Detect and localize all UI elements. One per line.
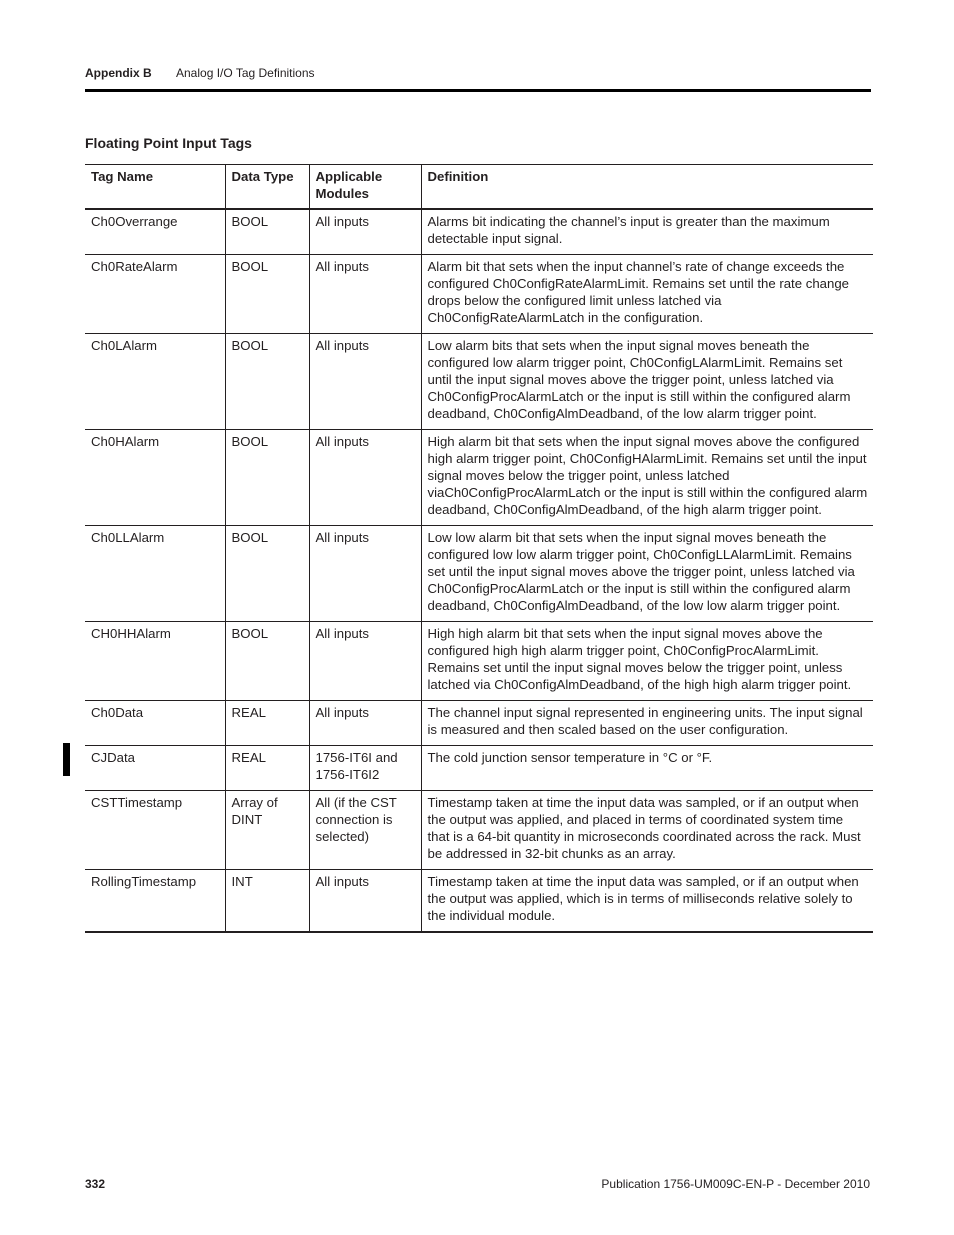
cell-definition: The channel input signal represented in engineering units. The input signal is measured and then scaled based on the user configuration. — [421, 701, 873, 746]
cell-definition: Low alarm bits that sets when the input signal moves beneath the configured low alarm trigger point, Ch0ConfigLAlarmLimit. Remains set until the input signal moves above the trigger point, unless latched via Ch0ConfigProcAlarmLatch or the input is still within the configured alarm deadband, Ch0ConfigAlmDeadband, of the low alarm trigger point. — [421, 334, 873, 430]
publication-info: Publication 1756-UM009C-EN-P - December 2010 — [601, 1177, 870, 1191]
table-row — [85, 430, 873, 526]
cell-data-type: REAL — [225, 701, 309, 746]
page-number: 332 — [85, 1177, 106, 1191]
cell-data-type: BOOL — [225, 430, 309, 526]
cell-data-type: INT — [225, 870, 309, 933]
cell-definition: High high alarm bit that sets when the input signal moves above the configured high high alarm trigger point, Ch0ConfigProcAlarmLimit. Remains set until the input signal moves below the trigger point, unless latched via Ch0ConfigAlmDeadband, of the high high alarm trigger point. — [421, 622, 873, 701]
cell-applicable-modules: All inputs — [309, 334, 421, 430]
appendix-edge-marker — [63, 743, 70, 776]
cell-applicable-modules: 1756-IT6I and 1756-IT6I2 — [309, 746, 421, 791]
cell-definition: Timestamp taken at time the input data was sampled, or if an output when the output was applied, and placed in terms of coordinated system time that is a 64-bit quantity in microseconds coordinated across the rack. Must be addressed in 32-bit chunks as an array. — [421, 791, 873, 870]
cell-applicable-modules: All inputs — [309, 870, 421, 933]
table-row — [85, 255, 873, 334]
cell-data-type: BOOL — [225, 526, 309, 622]
cell-definition: High alarm bit that sets when the input signal moves above the configured high alarm trigger point, Ch0ConfigHAlarmLimit. Remains set until the input signal moves below the trigger point, unless latched viaCh0ConfigProcAlarmLatch or the input is still within the configured alarm deadband, Ch0ConfigAlmDeadband, of the high alarm trigger point. — [421, 430, 873, 526]
cell-definition: Timestamp taken at time the input data was sampled, or if an output when the output was applied, which is in terms of milliseconds relative solely to the individual module. — [421, 870, 873, 933]
cell-tag-name: RollingTimestamp — [85, 870, 225, 933]
cell-applicable-modules: All inputs — [309, 701, 421, 746]
cell-tag-name: CSTTimestamp — [85, 791, 225, 870]
cell-applicable-modules: All inputs — [309, 526, 421, 622]
cell-data-type: REAL — [225, 746, 309, 791]
table-row — [85, 870, 873, 933]
table-row — [85, 526, 873, 622]
cell-applicable-modules: All inputs — [309, 430, 421, 526]
cell-applicable-modules: All inputs — [309, 209, 421, 255]
cell-data-type: BOOL — [225, 622, 309, 701]
cell-tag-name: Ch0LLAlarm — [85, 526, 225, 622]
table-row — [85, 622, 873, 701]
table-row — [85, 791, 873, 870]
appendix-label: Appendix B — [85, 66, 152, 80]
cell-tag-name: Ch0RateAlarm — [85, 255, 225, 334]
cell-applicable-modules: All inputs — [309, 622, 421, 701]
table-title: Floating Point Input Tags — [85, 135, 252, 151]
cell-data-type: BOOL — [225, 334, 309, 430]
table-header-row — [85, 165, 873, 210]
cell-tag-name: CH0HHAlarm — [85, 622, 225, 701]
cell-tag-name: Ch0HAlarm — [85, 430, 225, 526]
cell-tag-name: Ch0LAlarm — [85, 334, 225, 430]
cell-definition: Alarm bit that sets when the input channel’s rate of change exceeds the configured Ch0ConfigRateAlarmLimit. Remains set until the rate change drops below the configured limit unless latched via Ch0ConfigRateAlarmLatch in the configuration. — [421, 255, 873, 334]
cell-tag-name: CJData — [85, 746, 225, 791]
cell-definition: Alarms bit indicating the channel’s input is greater than the maximum detectable input signal. — [421, 209, 873, 255]
table-row — [85, 746, 873, 791]
floating-point-input-tags-table — [85, 164, 873, 933]
cell-definition: Low low alarm bit that sets when the input signal moves beneath the configured low low alarm trigger point, Ch0ConfigLLAlarmLimit. Remains set until the input signal moves above the trigger point, unless latched via Ch0ConfigProcAlarmLatch or the input is still within the configured alarm deadband, Ch0ConfigAlmDeadband, of the low low alarm trigger point. — [421, 526, 873, 622]
cell-tag-name: Ch0Overrange — [85, 209, 225, 255]
page-header — [85, 66, 315, 80]
cell-data-type: BOOL — [225, 209, 309, 255]
table-body — [85, 209, 873, 932]
cell-tag-name: Ch0Data — [85, 701, 225, 746]
cell-data-type: BOOL — [225, 255, 309, 334]
header-rule — [85, 89, 871, 92]
cell-applicable-modules: All (if the CST connection is selected) — [309, 791, 421, 870]
cell-definition: The cold junction sensor temperature in °C or °F. — [421, 746, 873, 791]
column-header-applicable-modules: Applicable Modules — [309, 165, 421, 210]
header-title: Analog I/O Tag Definitions — [176, 66, 315, 80]
table-row — [85, 209, 873, 255]
cell-data-type: Array of DINT — [225, 791, 309, 870]
cell-applicable-modules: All inputs — [309, 255, 421, 334]
column-header-definition: Definition — [421, 165, 873, 210]
table-row — [85, 334, 873, 430]
table-row — [85, 701, 873, 746]
column-header-data-type: Data Type — [225, 165, 309, 210]
column-header-tag-name: Tag Name — [85, 165, 225, 210]
